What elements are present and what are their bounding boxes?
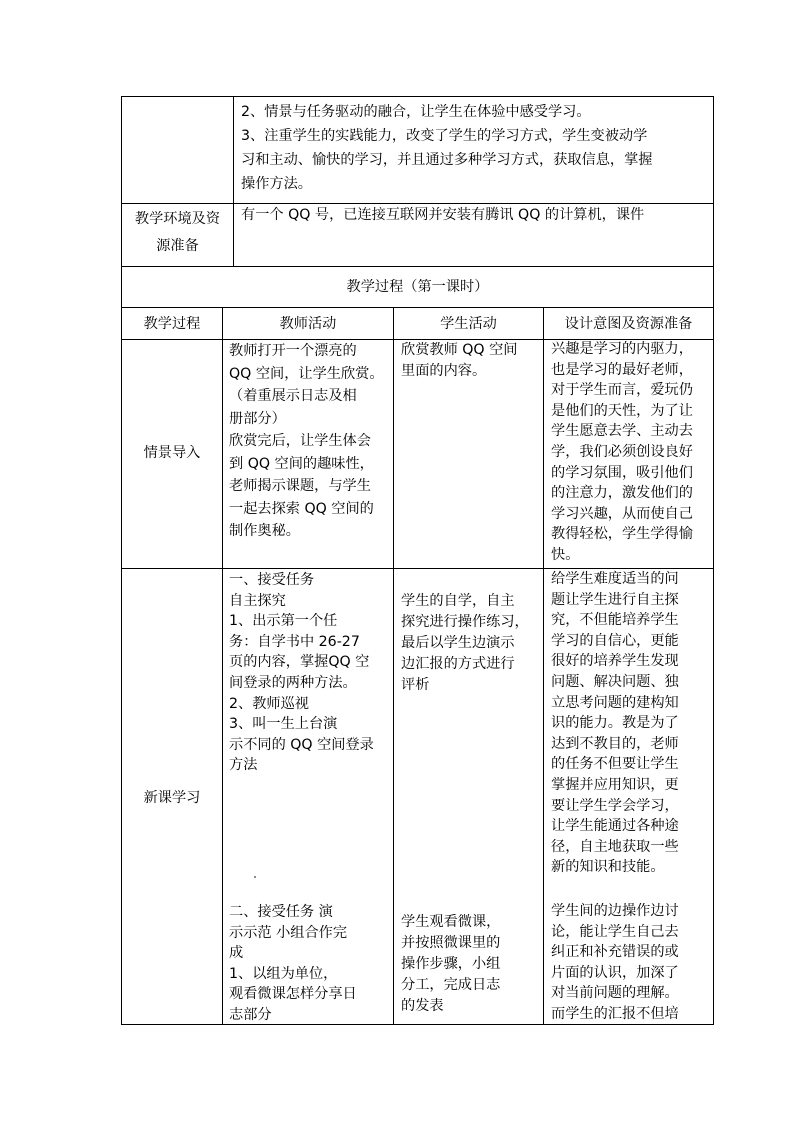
table-border <box>233 96 234 267</box>
header-stage: 教学过程 <box>143 316 201 332</box>
table-border <box>713 96 714 1025</box>
env-label: 教学环境及资 源准备 <box>134 211 221 254</box>
student-activity-part1: 学生的自学，自主 探究进行操作练习， 最后以学生边演示 边汇报的方式进行 评析 <box>401 593 529 693</box>
stray-mark <box>254 876 256 878</box>
student-activity-part2: 学生观看微课， 并按照微课里的 操作步骤，小组 分工，完成日志 的发表 <box>401 914 501 1014</box>
table-border <box>543 307 544 1025</box>
header-design: 设计意图及资源准备 <box>564 316 693 332</box>
table-border <box>121 307 714 308</box>
design-intent: 兴趣是学习的内驱力， 也是学习的最好老师， 对于学生而言，爱玩仍 是他们的天性，为了让 学生愿意去学、主动去 学，我们必须创设良好 的学习氛围，吸引他们 的注意力，激发他们的 学习兴趣，从而使自己 教得轻松，学生学得愉 快。 <box>551 341 693 563</box>
intent-line-1: 2、情景与任务驱动的融合，让学生在体验中感受学习。 <box>241 104 591 120</box>
design-intent-part1: 给学生难度适当的问 题让学生进行自主探 究，不但能培养学生 学习的自信心，更能 很好的培养学生发现 问题、解决问题、独 立思考问题的建构知 识的能力。教是为了 达到不教目的，老师 的任务不但要让学生 掌握并应用知识，更 要让学生学会学习， 让学生能通过各种途 径，自主地获取一些 新的知识和技能。 <box>551 571 679 876</box>
intent-line-2: 3、注重学生的实践能力，改变了学生的学习方式，学生变被动学 习和主动、愉快的学习，并且通过多种学习方式，获取信息，掌握 操作方法。 <box>241 128 653 192</box>
teacher-activity: 教师打开一个漂亮的 QQ 空间，让学生欣赏。 （着重展示日志及相 册部分） 欣赏完后，让学生体会 到 QQ 空间的趣味性， 老师揭示课题，与学生 一起去探索 QQ 空间的 制作奥秘。 <box>229 343 384 539</box>
table-border <box>121 266 714 267</box>
env-text: 有一个 QQ 号，已连接互联网并安装有腾讯 QQ 的计算机，课件 <box>241 207 645 223</box>
table-border <box>121 96 714 97</box>
student-activity: 欣赏教师 QQ 空间 里面的内容。 <box>401 342 518 379</box>
header-teacher: 教师活动 <box>279 316 337 332</box>
process-title: 教学过程（第一课时） <box>346 279 489 295</box>
table-border <box>222 307 223 1025</box>
stage-label: 情景导入 <box>143 445 201 461</box>
teacher-activity-part2: 二、接受任务 演 示示范 小组合作完 成 1、以组为单位， 观看微课怎样分享日 志部分 <box>229 904 357 1023</box>
design-intent-part2: 学生间的边操作边讨 论，能让学生自己去 纠正和补充错误的或 片面的认识，加深了 对当前问题的理解。 而学生的汇报不但培 <box>551 903 679 1022</box>
header-student: 学生活动 <box>440 316 497 332</box>
teacher-activity-part1: 一、接受任务 自主探究 1、出示第一个任 务：自学书中 26-27 页的内容，掌握QQ 空 间登录的两种方法。 2、教师巡视 3、叫一生上台演 示不同的 QQ 空间登录 方法 <box>229 572 374 774</box>
table-border <box>393 307 394 1025</box>
stage-label: 新课学习 <box>143 790 201 806</box>
